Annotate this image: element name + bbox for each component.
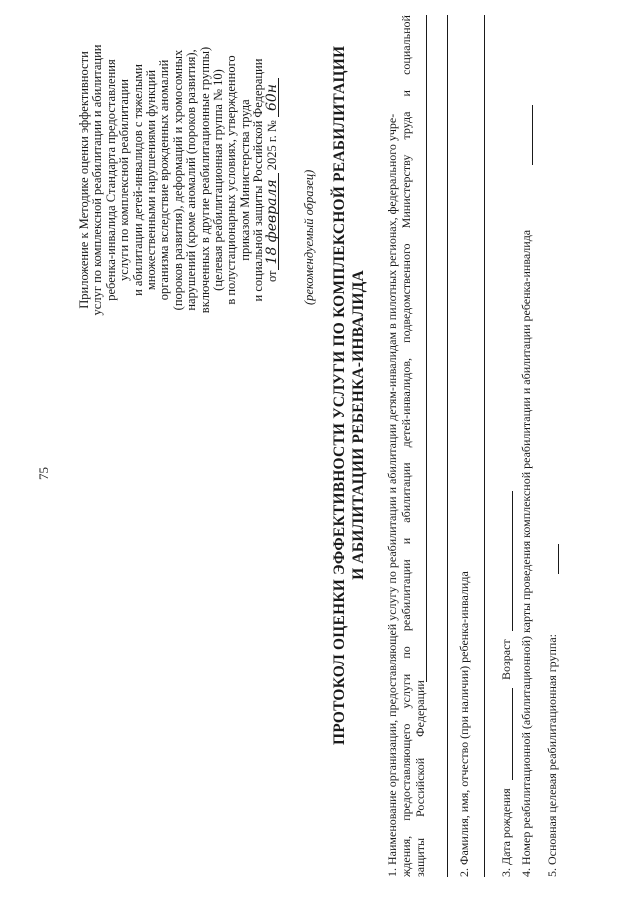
appendix-heading (78, 0, 279, 365)
word: абилитации (399, 462, 413, 523)
appendix-line: нарушений (кроме аномалий (пороков развития), (184, 49, 199, 311)
card-number-input-line[interactable] (532, 105, 533, 165)
word: подведомственного (399, 243, 413, 343)
word: социальной (399, 15, 413, 75)
organization-input-line-2[interactable] (447, 15, 448, 877)
order-year: 2025 г. № (264, 120, 279, 171)
page-number: 75 (36, 467, 51, 480)
appendix-line: организма вследствие врожденных аномалий (157, 59, 172, 301)
appendix-line: (пороков развития), деформаций и хромосомных (170, 49, 185, 311)
sample-note: (рекомендуемый образец) (302, 169, 316, 305)
appendix-line: множественными нарушениями функций (144, 69, 159, 291)
word: детей-инвалидов, (399, 357, 413, 448)
appendix-line: включенных в другие реабилитационные группы) (197, 46, 212, 314)
order-line (263, 0, 280, 365)
order-prefix: от (264, 270, 279, 283)
appendix-line: приказом Министерства труда (237, 99, 252, 261)
document-title (330, 45, 368, 745)
word: реабилитации (399, 559, 413, 632)
word: и (399, 537, 413, 545)
item-child-name-label: 2. Фамилия, имя, отчество (при наличии) ребенка-инвалида (457, 571, 471, 877)
word: защиты (413, 837, 427, 877)
age-input-line[interactable] (512, 491, 513, 631)
item-age-label: Возраст (499, 639, 513, 680)
word: Министерству (399, 154, 413, 229)
order-date-handwritten: 18 февраля (266, 173, 279, 270)
appendix-line: и социальной защиты Российской Федерации (251, 58, 266, 302)
appendix-line: услуг по комплексной реабилитации и абилитации (90, 44, 105, 316)
appendix-line: и абилитации детей-инвалидов с тяжелыми (130, 64, 145, 296)
word: предоставляющего (399, 723, 413, 821)
appendix-line: ребенка-инвалида Стандарта предоставления (103, 59, 118, 301)
word: услуги (399, 673, 413, 709)
word: Федерации (413, 680, 427, 737)
item-organization-label: 1. Наименование организации, предоставляющей услугу по реабилитации и абилитации детям-инвалидам в пилотных регионах, федерального учре- (385, 113, 399, 877)
title-line-1: ПРОТОКОЛ ОЦЕНКИ ЭФФЕКТИВНОСТИ УСЛУГИ ПО КОМПЛЕКСНОЙ РЕАБИЛИТАЦИИ (331, 45, 348, 745)
appendix-line: Приложение к Методике оценки эффективности (77, 51, 91, 309)
item-organization-line-3 (413, 680, 428, 877)
item-target-group-label: 5. Основная целевая реабилитационная группа: (545, 633, 559, 877)
appendix-line: (целевая реабилитационная группа № 10) (211, 69, 226, 291)
title-line-2: И АБИЛИТАЦИИ РЕБЕНКА-ИНВАЛИДА (350, 270, 367, 580)
item-card-number-label: 4. Номер реабилитационной (абилитационной) карты проведения комплексной реабилитации и абилитации ребенка-инвалида (519, 229, 533, 877)
word: Российской (413, 757, 427, 817)
appendix-line: услуги по комплексной реабилитации (117, 79, 132, 281)
word: и (399, 90, 413, 97)
order-number-handwritten: 60н (266, 78, 279, 117)
appendix-line: в полустационарных условиях, утвержденного (224, 55, 239, 305)
item-organization-line-2 (399, 15, 414, 877)
item-birth-date-label: 3. Дата рождения (499, 788, 513, 877)
birth-date-input-line[interactable] (512, 688, 513, 780)
word: по (399, 646, 413, 659)
child-name-input-line[interactable] (484, 15, 485, 877)
target-group-input-line[interactable] (558, 544, 559, 574)
word: труда (399, 111, 413, 140)
word: ждения, (399, 835, 413, 877)
organization-input-line[interactable] (426, 15, 427, 682)
